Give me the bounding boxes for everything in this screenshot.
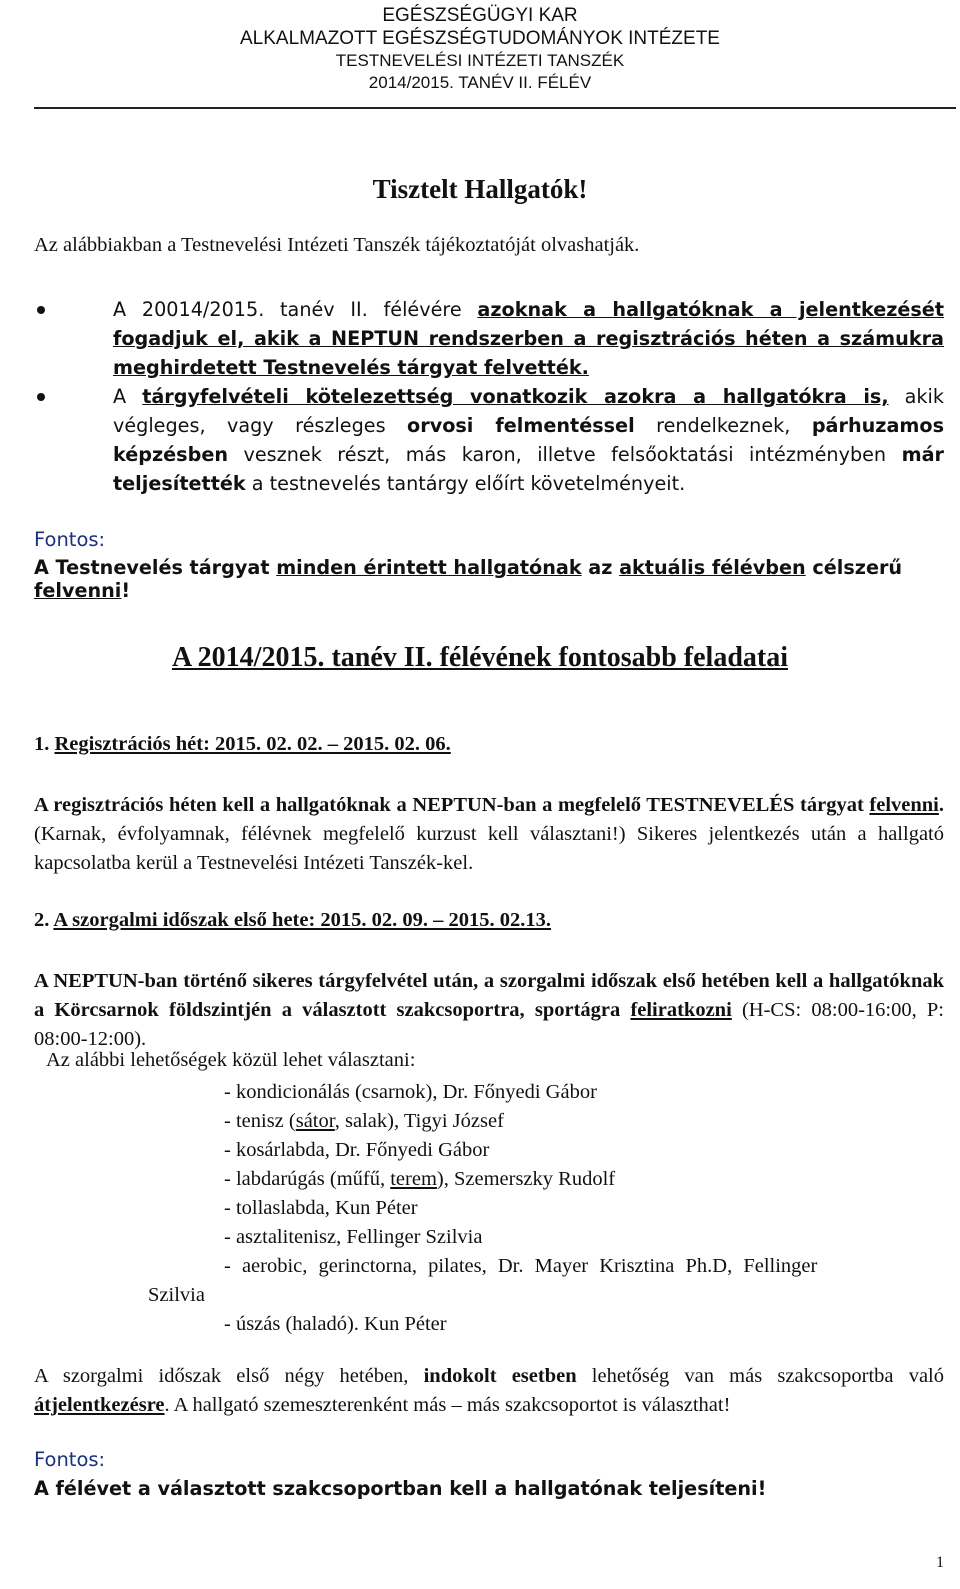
option-emphasis: sátor bbox=[295, 1110, 335, 1132]
paragraph-emphasis: indokolt esetben bbox=[423, 1365, 577, 1387]
paragraph-emphasis: . bbox=[938, 794, 944, 816]
note-text: A Testnevelés tárgyat bbox=[34, 556, 277, 579]
option-text: - tollaslabda, Kun Péter bbox=[224, 1197, 418, 1219]
document-header bbox=[0, 4, 960, 94]
option-text: , salak), Tigyi József bbox=[334, 1110, 504, 1132]
option-emphasis: terem bbox=[390, 1168, 437, 1190]
item-title: Regisztrációs hét: 2015. 02. 02. – 2015. 02. 06. bbox=[54, 733, 451, 755]
important-note: A félévet a választott szakcsoportban kell a hallgatónak teljesíteni! bbox=[34, 1477, 767, 1500]
paragraph-emphasis: felvenni bbox=[869, 794, 939, 816]
paragraph-text: (H-CS: 08:00-16:00, P: 08:00-12:00). bbox=[34, 999, 944, 1050]
note-text: célszerű bbox=[805, 556, 903, 579]
bullet-emphasis: párhuzamos képzésben bbox=[113, 414, 944, 466]
sport-option bbox=[34, 1136, 944, 1165]
bullet-emphasis: tárgyfelvételi kötelezettség vonatkozik azokra a hallgatókra is, bbox=[142, 385, 889, 408]
intro-text: Az alábbiakban a Testnevelési Intézeti Tanszék tájékoztatóját olvashatják. bbox=[34, 234, 640, 256]
paragraph-text: A szorgalmi időszak első négy hetében, bbox=[34, 1365, 424, 1387]
option-text: Szilvia bbox=[148, 1284, 205, 1306]
bullet-text: a testnevelés tantárgy előírt követelményeit. bbox=[245, 472, 686, 495]
department-name: TESTNEVELÉSI INTÉZETI TANSZÉK bbox=[335, 51, 625, 70]
option-text: - úszás (haladó). Kun Péter bbox=[224, 1313, 447, 1335]
faculty-name: EGÉSZSÉGÜGYI KAR bbox=[382, 5, 578, 26]
paragraph-text: . A hallgató szemeszterenként más – más szakcsoportot is választhat! bbox=[164, 1394, 731, 1416]
important-label: Fontos: bbox=[34, 528, 106, 551]
sport-option bbox=[34, 1194, 944, 1223]
institute-name: ALKALMAZOTT EGÉSZSÉGTUDOMÁNYOK INTÉZETE bbox=[239, 28, 720, 49]
page-number: 1 bbox=[936, 1554, 944, 1571]
item-title: A szorgalmi időszak első hete: 2015. 02. 09. – 2015. 02.13. bbox=[53, 909, 552, 931]
sport-option bbox=[34, 1310, 944, 1339]
paragraph-emphasis: feliratkozni bbox=[630, 999, 732, 1021]
sport-option bbox=[34, 1223, 944, 1252]
registration-paragraph bbox=[34, 791, 944, 878]
transfer-paragraph bbox=[34, 1362, 944, 1420]
option-text: - tenisz ( bbox=[224, 1110, 296, 1132]
bullet-icon bbox=[37, 393, 45, 401]
item-number: 2. bbox=[34, 909, 54, 931]
bullet-text: A bbox=[113, 385, 143, 408]
note-emphasis: felvenni bbox=[34, 579, 122, 602]
note-emphasis: aktuális félévben bbox=[619, 556, 806, 579]
sport-option bbox=[34, 1078, 944, 1107]
bullet-text: akik végleges, vagy részleges bbox=[113, 385, 944, 437]
signup-paragraph bbox=[34, 967, 944, 1054]
bullet-text: rendelkeznek, bbox=[634, 414, 812, 437]
bullet-emphasis: azoknak a hallgatóknak a jelentkezését fogadjuk el, akik a NEPTUN rendszerben a regisztrációs héten a számukra meghirdetett Testnevelés tárgyat felvették. bbox=[113, 298, 944, 379]
semester-label: 2014/2015. TANÉV II. FÉLÉV bbox=[368, 73, 592, 92]
header-divider bbox=[34, 107, 956, 109]
sport-option bbox=[34, 1165, 944, 1194]
section-title: A 2014/2015. tanév II. félévének fontosabb feladatai bbox=[172, 642, 788, 673]
sport-option bbox=[34, 1107, 944, 1136]
paragraph-emphasis: A NEPTUN-ban történő sikeres tárgyfelvétel után, a szorgalmi időszak első hetében kell a hallgatóknak a Körcsarnok földszintjén a választott szakcsoportra, sportágra bbox=[34, 970, 944, 1021]
first-week-heading bbox=[34, 909, 551, 932]
option-text: - labdarúgás (műfű, bbox=[224, 1168, 391, 1190]
bullet-item bbox=[34, 295, 944, 382]
registration-week-heading bbox=[34, 733, 451, 756]
option-text: - asztalitenisz, Fellinger Szilvia bbox=[224, 1226, 483, 1248]
option-text: ), Szemerszky Rudolf bbox=[436, 1168, 616, 1190]
paragraph-emphasis: A regisztrációs héten kell a hallgatóknak a NEPTUN-ban a megfelelő TESTNEVELÉS tárgyat bbox=[34, 794, 870, 816]
bullet-item bbox=[34, 382, 944, 498]
bullet-text: vesznek részt, más karon, illetve felsőoktatási intézményben bbox=[228, 443, 902, 466]
bullet-emphasis: orvosi felmentéssel bbox=[407, 414, 635, 437]
paragraph-text: lehetőség van más szakcsoportba való bbox=[576, 1365, 944, 1387]
bullet-emphasis: már teljesítették bbox=[113, 443, 944, 495]
notice-bullets bbox=[34, 295, 944, 498]
item-number: 1. bbox=[34, 733, 55, 755]
bullet-text: A 20014/2015. tanév II. félévére bbox=[113, 298, 478, 321]
option-text: - kosárlabda, Dr. Főnyedi Gábor bbox=[224, 1139, 490, 1161]
paragraph-text: (Karnak, évfolyamnak, félévnek megfelelő kurzust kell választani!) Sikeres jelentkezés után a hallgató kapcsolatba kerül a Testnevelési Intézeti Tanszék-kel. bbox=[34, 823, 944, 874]
note-text: az bbox=[581, 556, 620, 579]
choices-intro: Az alábbi lehetőségek közül lehet választani: bbox=[46, 1049, 416, 1071]
option-text: - kondicionálás (csarnok), Dr. Főnyedi Gábor bbox=[224, 1081, 597, 1103]
bullet-icon bbox=[37, 306, 45, 314]
important-note bbox=[34, 556, 960, 602]
sport-option-continued bbox=[34, 1281, 944, 1310]
sport-option bbox=[34, 1252, 944, 1281]
note-text: ! bbox=[121, 579, 131, 602]
paragraph-emphasis: átjelentkezésre bbox=[34, 1394, 165, 1416]
note-emphasis: minden érintett hallgatónak bbox=[276, 556, 582, 579]
option-text: - aerobic, gerinctorna, pilates, Dr. Mayer Krisztina Ph.D, Fellinger bbox=[224, 1255, 818, 1277]
greeting: Tisztelt Hallgatók! bbox=[372, 174, 588, 204]
important-label: Fontos: bbox=[34, 1448, 106, 1471]
sport-options-list bbox=[34, 1078, 944, 1339]
